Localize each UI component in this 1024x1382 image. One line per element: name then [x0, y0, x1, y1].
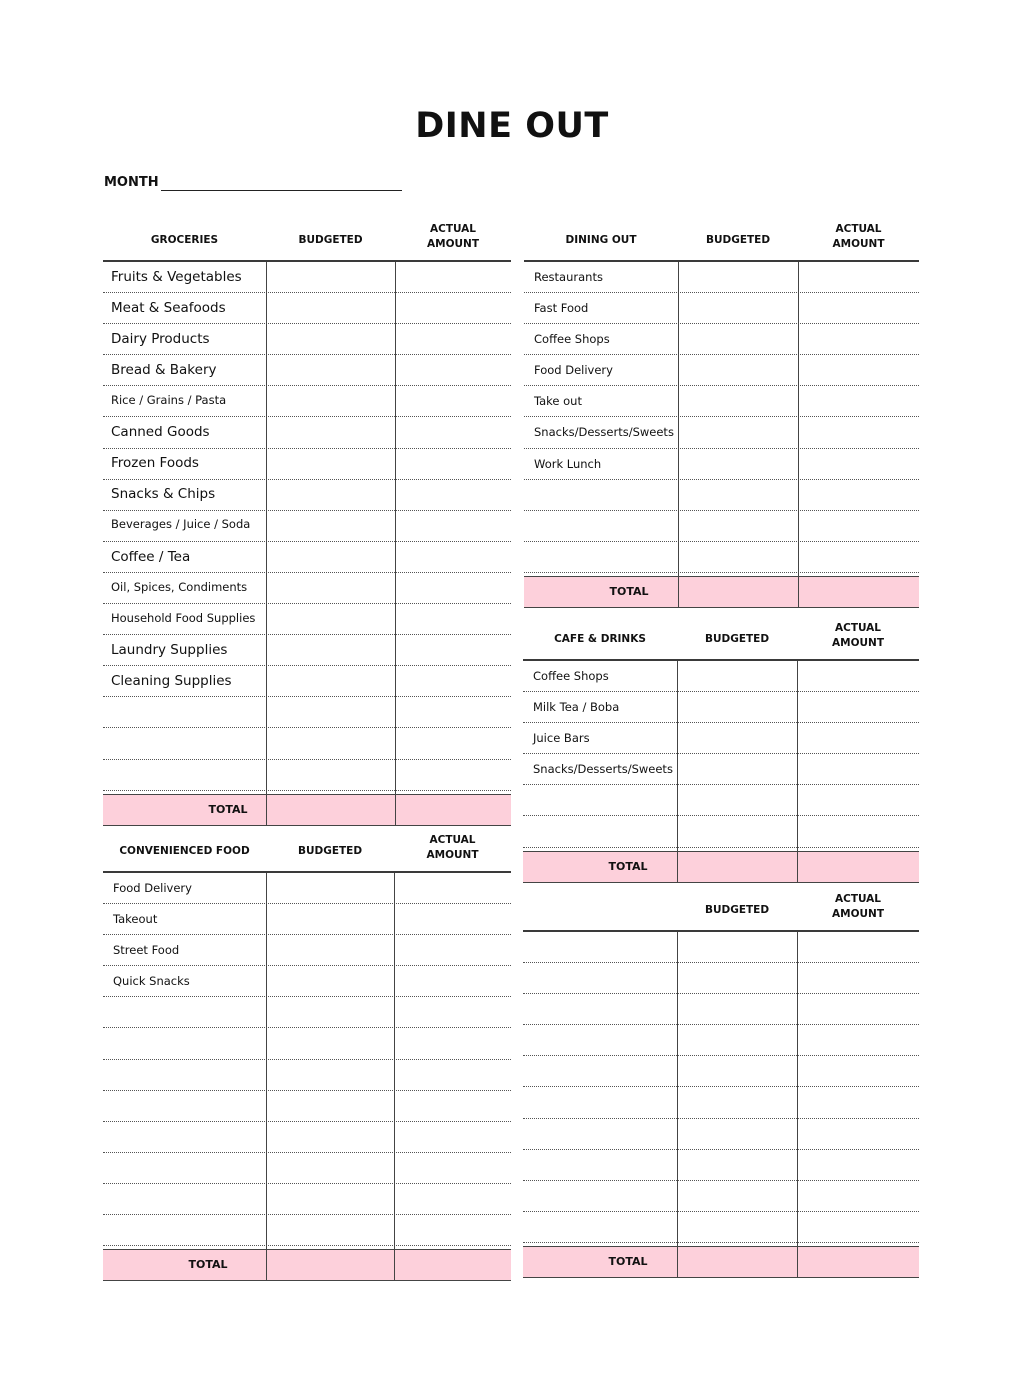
row-label: Work Lunch — [534, 456, 602, 471]
convenienced-heading: CONVENIENCED FOOD — [119, 845, 250, 857]
table-row[interactable] — [103, 262, 511, 293]
row-label: Takeout — [113, 912, 158, 926]
row-label: Coffee Shops — [534, 332, 610, 347]
row-label: Snacks & Chips — [111, 486, 216, 503]
table-row[interactable] — [523, 1088, 919, 1119]
groceries-budgeted-heading: BUDGETED — [298, 234, 363, 246]
row-label: Meat & Seafoods — [111, 299, 226, 316]
convenienced-total-row — [103, 1249, 511, 1281]
row-label: Take out — [534, 394, 582, 409]
table-row[interactable] — [524, 480, 919, 511]
table-row[interactable] — [103, 760, 511, 791]
row-label: Canned Goods — [111, 424, 210, 441]
table-row[interactable] — [103, 1215, 511, 1246]
groceries-heading: GROCERIES — [150, 234, 219, 246]
row-label: Dairy Products — [111, 330, 210, 347]
table-row[interactable] — [523, 1181, 919, 1212]
extra-budgeted-heading: BUDGETED — [704, 904, 770, 916]
row-label: Food Delivery — [113, 880, 192, 895]
dining-actual-line1: ACTUAL — [835, 222, 882, 235]
row-label: Fruits & Vegetables — [111, 268, 242, 285]
table-row[interactable] — [524, 355, 919, 386]
groceries-actual-heading — [395, 216, 511, 257]
table-row[interactable] — [103, 355, 511, 386]
convenienced-budgeted-heading: BUDGETED — [297, 845, 363, 857]
table-row[interactable] — [524, 542, 919, 573]
convenienced-column-divider — [266, 873, 267, 1280]
table-row[interactable] — [103, 966, 511, 997]
month-label: MONTH — [104, 175, 159, 190]
row-label: Restaurants — [534, 269, 603, 284]
extra-total-row — [523, 1246, 919, 1278]
dining-budgeted-heading: BUDGETED — [705, 234, 771, 246]
dining-table — [524, 220, 919, 606]
table-row[interactable] — [523, 817, 919, 848]
table-row[interactable] — [103, 604, 511, 635]
table-row[interactable] — [523, 1056, 919, 1087]
cafe-actual-heading — [797, 615, 919, 656]
row-label: Oil, Spices, Condiments — [111, 579, 248, 594]
table-row[interactable] — [103, 1122, 511, 1153]
dining-total-label: TOTAL — [609, 585, 649, 598]
row-label: Juice Bars — [533, 731, 590, 746]
page-title: DINE OUT — [415, 106, 609, 146]
table-row[interactable] — [523, 963, 919, 994]
table-row[interactable] — [103, 449, 511, 480]
cafe-actual-line2: AMOUNT — [832, 636, 884, 649]
row-label: Milk Tea / Boba — [533, 700, 620, 714]
table-row[interactable] — [103, 904, 511, 935]
table-row[interactable] — [524, 449, 919, 480]
row-label: Street Food — [113, 943, 180, 958]
extra-actual-line1: ACTUAL — [834, 892, 881, 905]
groceries-column-divider — [395, 262, 396, 825]
convenienced-actual-line2: AMOUNT — [426, 848, 479, 861]
extra-column-divider — [677, 932, 678, 1277]
table-row[interactable] — [103, 573, 511, 604]
table-row[interactable] — [523, 754, 919, 785]
table-row[interactable] — [523, 994, 919, 1025]
extra-actual-line2: AMOUNT — [832, 907, 884, 920]
table-row[interactable] — [523, 932, 919, 963]
extra-heading — [523, 890, 677, 931]
convenienced-column-divider — [394, 873, 395, 1280]
dining-total-row — [524, 576, 919, 608]
row-label: Coffee / Tea — [111, 548, 191, 565]
table-row[interactable] — [103, 1029, 511, 1060]
month-input-line[interactable] — [161, 190, 402, 191]
row-label: Coffee Shops — [533, 668, 609, 683]
table-row[interactable] — [103, 293, 511, 324]
cafe-heading: CAFE & DRINKS — [554, 633, 646, 645]
table-row[interactable] — [103, 873, 511, 904]
table-row[interactable] — [523, 1119, 919, 1150]
table-row[interactable] — [523, 1150, 919, 1181]
row-label: Snacks/Desserts/Sweets — [534, 425, 674, 440]
row-label: Bread & Bakery — [111, 361, 217, 378]
groceries-actual-line2: AMOUNT — [427, 237, 479, 250]
dining-actual-heading — [798, 216, 919, 257]
table-row[interactable] — [524, 386, 919, 417]
row-label: Food Delivery — [534, 363, 613, 378]
groceries-actual-line1: ACTUAL — [429, 222, 476, 235]
row-label: Laundry Supplies — [111, 641, 228, 658]
row-label: Beverages / Juice / Soda — [111, 517, 251, 532]
table-row[interactable] — [523, 785, 919, 816]
convenienced-actual-heading — [394, 827, 511, 868]
row-label: Household Food Supplies — [111, 610, 256, 625]
table-row[interactable] — [103, 935, 511, 966]
extra-total-label: TOTAL — [608, 1255, 648, 1268]
table-row[interactable] — [524, 324, 919, 355]
row-label: Frozen Foods — [111, 455, 199, 472]
cafe-total-label: TOTAL — [608, 859, 648, 873]
table-row[interactable] — [524, 418, 919, 449]
table-row[interactable] — [524, 511, 919, 542]
table-row[interactable] — [103, 666, 511, 697]
row-label: Quick Snacks — [113, 974, 190, 989]
table-row[interactable] — [103, 697, 511, 728]
row-label: Rice / Grains / Pasta — [111, 393, 227, 408]
table-row[interactable] — [103, 1091, 511, 1122]
row-label: Cleaning Supplies — [111, 672, 232, 689]
table-row[interactable] — [103, 386, 511, 417]
table-row[interactable] — [523, 1212, 919, 1243]
table-row[interactable] — [523, 723, 919, 754]
table-row[interactable] — [103, 418, 511, 449]
cafe-total-row — [523, 851, 919, 883]
convenienced-table — [103, 831, 511, 1279]
row-label: Fast Food — [534, 301, 589, 315]
extra-table — [523, 890, 919, 1276]
convenienced-actual-line1: ACTUAL — [429, 833, 476, 846]
cafe-column-divider — [797, 661, 798, 882]
extra-column-divider — [797, 932, 798, 1277]
dining-actual-line2: AMOUNT — [832, 237, 885, 250]
convenienced-total-label: TOTAL — [188, 1258, 228, 1272]
table-row[interactable] — [103, 511, 511, 542]
table-row[interactable] — [524, 293, 919, 324]
dining-column-divider — [678, 262, 679, 607]
table-row[interactable] — [103, 1153, 511, 1184]
extra-actual-heading — [797, 886, 919, 927]
table-row[interactable] — [523, 661, 919, 692]
dining-column-divider — [798, 262, 799, 607]
cafe-actual-line1: ACTUAL — [834, 621, 881, 634]
table-row[interactable] — [523, 692, 919, 723]
table-row[interactable] — [103, 1184, 511, 1215]
table-row[interactable] — [103, 997, 511, 1028]
table-row[interactable] — [103, 324, 511, 355]
table-row[interactable] — [103, 729, 511, 760]
table-row[interactable] — [103, 480, 511, 511]
groceries-total-label: TOTAL — [208, 802, 248, 816]
table-row[interactable] — [523, 1025, 919, 1056]
dining-heading: DINING OUT — [565, 234, 637, 246]
table-row[interactable] — [103, 635, 511, 666]
row-label: Snacks/Desserts/Sweets — [533, 762, 673, 777]
cafe-budgeted-heading: BUDGETED — [704, 633, 770, 645]
groceries-column-divider — [266, 262, 267, 825]
table-row[interactable] — [103, 542, 511, 573]
groceries-table — [103, 220, 511, 824]
cafe-column-divider — [677, 661, 678, 882]
groceries-total-row — [103, 794, 511, 826]
table-row[interactable] — [103, 1060, 511, 1091]
cafe-table — [523, 619, 919, 881]
table-row[interactable] — [524, 262, 919, 293]
